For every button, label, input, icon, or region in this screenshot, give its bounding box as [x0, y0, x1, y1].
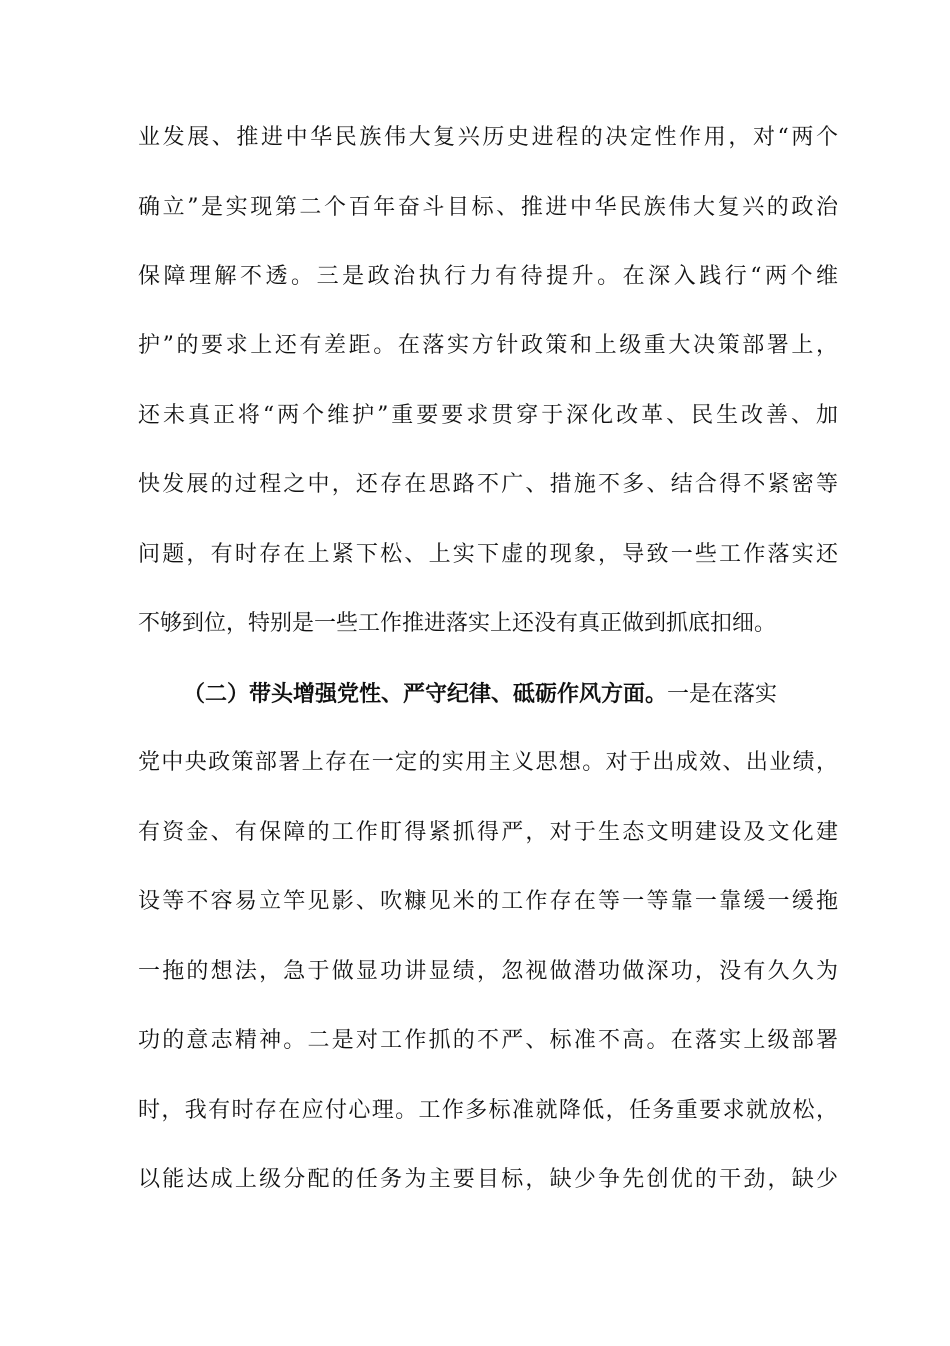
paragraph-line: 快发展的过程之中，还存在思路不广、措施不多、结合得不紧密等 — [138, 472, 838, 497]
paragraph-line: 设等不容易立竿见影、吹糠见米的工作存在等一等靠一靠缓一缓拖 — [138, 889, 838, 914]
paragraph-line: 问题，有时存在上紧下松、上实下虚的现象，导致一些工作落实还 — [138, 542, 838, 567]
paragraph-line: 以能达成上级分配的任务为主要目标，缺少争先创优的干劲，缺少 — [138, 1167, 838, 1192]
section-heading-tail: 一是在落实 — [667, 682, 778, 707]
paragraph-line: 党中央政策部署上存在一定的实用主义思想。对于出成效、出业绩， — [138, 750, 838, 775]
paragraph-line: 不够到位，特别是一些工作推进落实上还没有真正做到抓底扣细。 — [138, 611, 777, 636]
paragraph-line: 保障理解不透。三是政治执行力有待提升。在深入践行“两个维 — [138, 264, 838, 289]
paragraph-line: 功的意志精神。二是对工作抓的不严、标准不高。在落实上级部署 — [138, 1028, 838, 1053]
paragraph-line: 还未真正将“两个维护”重要要求贯穿于深化改革、民生改善、加 — [138, 403, 838, 428]
paragraph-line: 时，我有时存在应付心理。工作多标准就降低，任务重要求就放松， — [138, 1098, 838, 1123]
paragraph-line: 护”的要求上还有差距。在落实方针政策和上级重大决策部署上， — [138, 333, 838, 358]
section-heading-line — [183, 674, 838, 714]
paragraph-line: 有资金、有保障的工作盯得紧抓得严，对于生态文明建设及文化建 — [138, 820, 838, 845]
paragraph-line: 一拖的想法，急于做显功讲显绩，忽视做潜功做深功，没有久久为 — [138, 959, 838, 984]
paragraph-line: 业发展、推进中华民族伟大复兴历史进程的决定性作用，对“两个 — [138, 125, 838, 150]
paragraph-line: 确立”是实现第二个百年奋斗目标、推进中华民族伟大复兴的政治 — [138, 195, 838, 220]
section-heading: （二）带头增强党性、严守纪律、砥砺作风方面。 — [183, 681, 668, 707]
